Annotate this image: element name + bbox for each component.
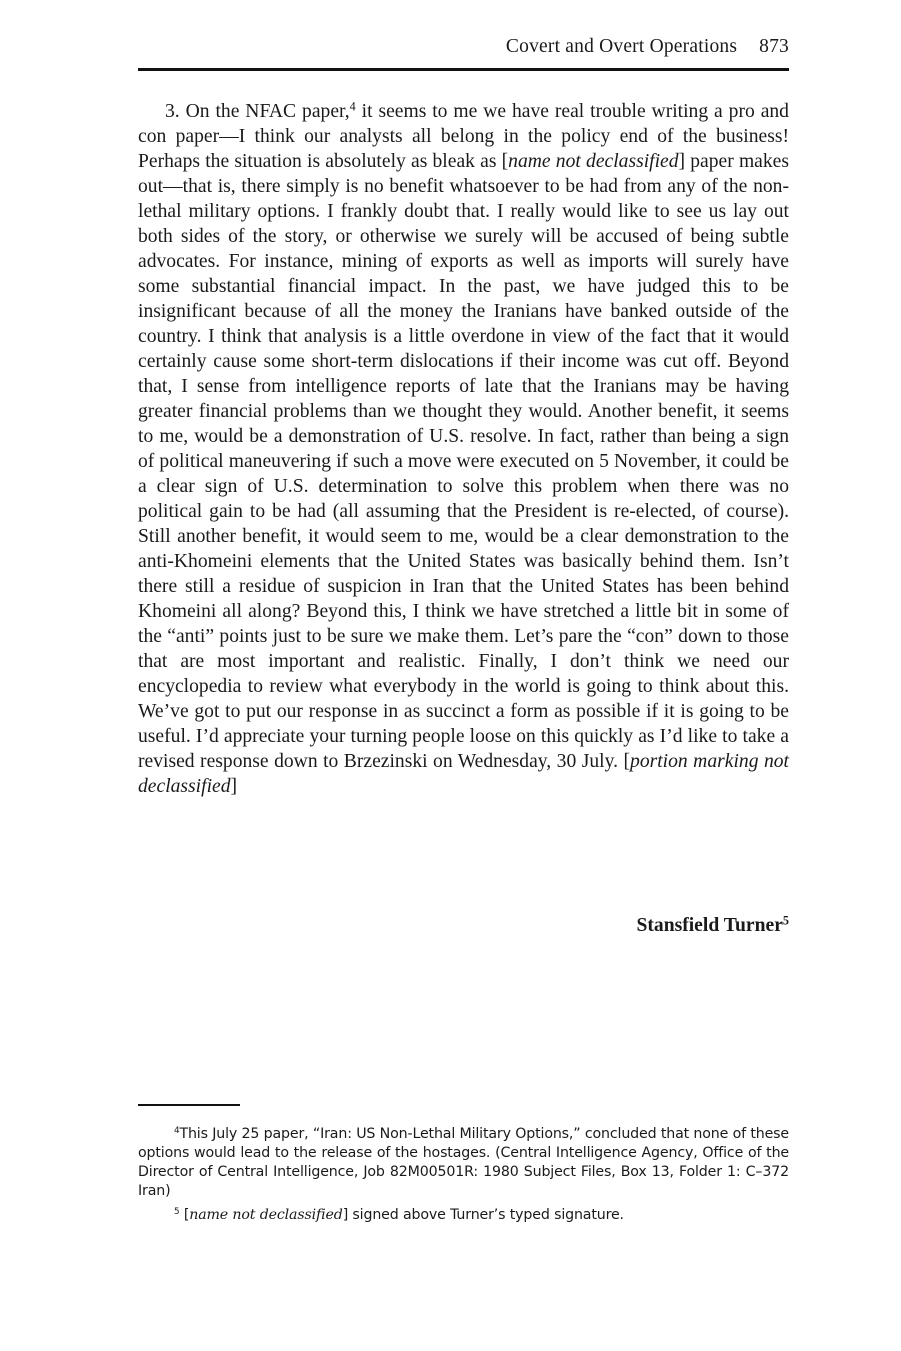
footnote-ref-4[interactable]: 4 [349,99,356,114]
footnotes [138,1125,789,1230]
footnote-text: ] signed above Turner’s typed signature. [342,1207,624,1223]
paragraph-intro: 3. On the NFAC paper, [165,101,350,122]
footnote-redaction-note: name not declassified [189,1207,343,1223]
main-text [138,99,789,799]
footnote-number: 5 [174,1207,180,1218]
header-title: Covert and Overt Operations [505,36,738,57]
footnote-number: 4 [174,1126,180,1137]
footnote-5: $^5$ [name not declassified] signed above Turner’s typed signature. [174,1207,624,1223]
page-number: 873 [759,36,789,57]
footnote-ref-5[interactable]: 5 [782,913,789,928]
running-header [138,36,789,58]
redaction-note-1: name not declassified [508,151,679,172]
paragraph-segment-3: ] [230,776,238,797]
footnote-4 [138,1125,789,1201]
header-rule [138,68,789,71]
paragraph-3 [138,99,789,799]
paragraph-segment-2: ] paper makes out—that is, there simply is no benefit whatsoever to be had from any of the non-lethal military options. I frankly doubt that. I really would like to see us lay out both sides of the story, or otherwise we surely will be accused of being subtle advocates. For instance, mining of exports as well as imports will surely have some substantial financial impact. In the past, we have judged this to be insignificant because of all the money the Iranians have banked outside of the country. I think that analysis is a little overdone in view of the fact that it would certainly cause some short-term dislocations if their income was cut off. Beyond that, I sense from intelligence reports of late that the Iranians may be having greater financial problems than we thought they would. Another benefit, it seems to me, would be a demonstration of U.S. resolve. In fact, rather than being a sign of political maneuvering if such a move were executed on 5 November, it could be a clear sign of U.S. determination to solve this problem when there was no political gain to be had (all assuming that the President is re-elected, of course). Still another benefit, it would seem to me, would be a clear demonstration to the anti-Khomeini elements that the United States was basically behind them. Isn’t there still a residue of suspicion in Iran that the United States has been behind Khomeini all along? Beyond this, I think we have stretched a little bit in some of the “anti” points just to be sure we make them. Let’s pare the “con” down to those that are most important and realistic. Finally, I don’t think we need our encyclopedia to review what everybody in the world is going to think about this. We’ve got to put our response in as succinct a form as possible if it is going to be useful. I’d appreciate your turning people loose on this quickly as I’d like to take a revised response down to Brzezinski on Wednesday, 30 July. [ [138,151,789,772]
paragraph-segment-1: it seems to me we have real trouble writing a pro and con paper—I think our analysts all belong in the policy end of the business! Perhaps the situation is absolutely as bleak as [ [138,101,789,172]
signature [138,915,789,937]
redaction-note-2: portion marking not declassified [138,751,789,797]
footnote-rule [138,1104,240,1106]
footnote-text: This July 25 paper, “Iran: US Non-Lethal Military Options,” concluded that none of these options would lead to the release of the hostages. (Central Intelligence Agency, Office of the Director of Central Intelligence, Job 82M00501R: 1980 Subject Files, Box 13, Folder 1: C–372 Iran) [138,1126,789,1199]
signature-name: Stansfield Turner [636,915,783,936]
